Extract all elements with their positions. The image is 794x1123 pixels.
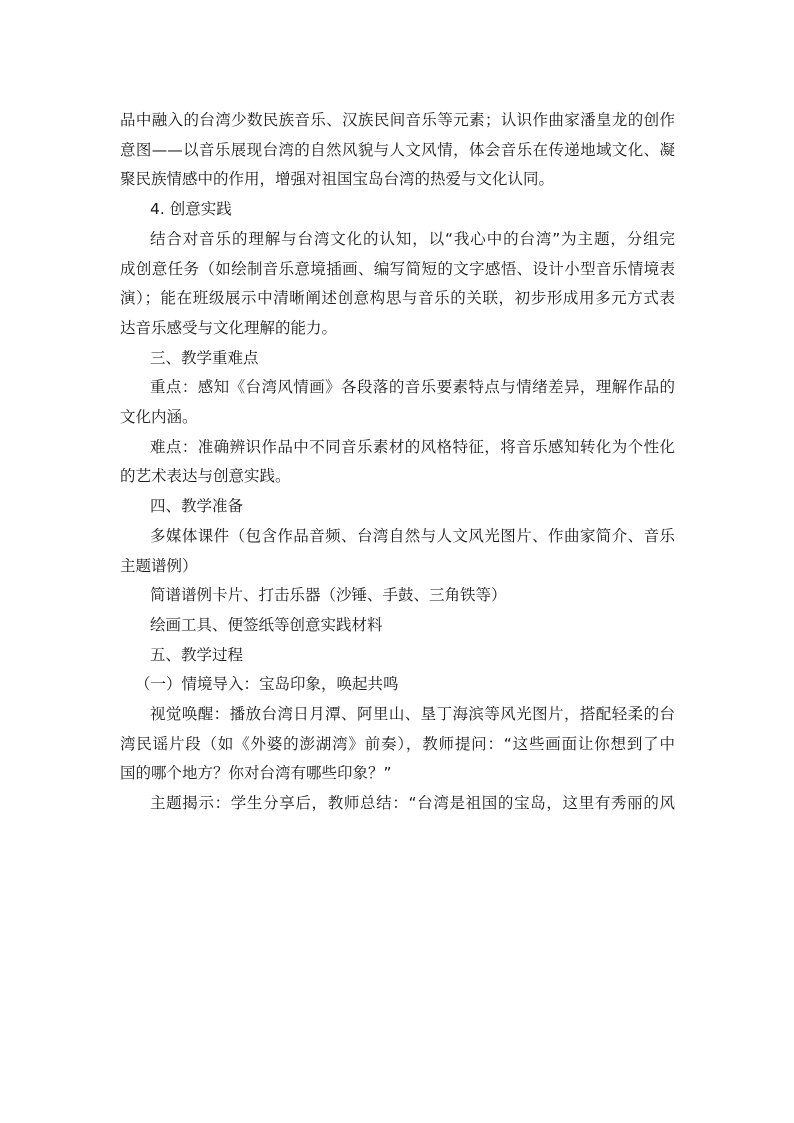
paragraph-line: 达音乐感受与文化理解的能力。 (120, 318, 338, 337)
subsection-heading: （一）情境导入：宝岛印象，唤起共鸣 (135, 675, 399, 694)
paragraph-line: 国的哪个地方？你对台湾有哪些印象？” (120, 764, 392, 783)
paragraph-line: 结合对音乐的理解与台湾文化的认知，以“我心中的台湾”为主题，分组完 (150, 229, 675, 248)
paragraph-line: 主题谱例） (120, 556, 198, 575)
paragraph-line: 成创意任务（如绘制音乐意境插画、编写简短的文字感悟、设计小型音乐情境表 (120, 259, 675, 278)
paragraph-line: 意图——以音乐展现台湾的自然风貌与人文风情，体会音乐在传递地域文化、凝 (120, 140, 675, 159)
section-heading: 三、教学重难点 (150, 348, 259, 367)
section-heading: 简谱谱例卡片、打击乐器（沙锤、手鼓、三角铁等） (150, 586, 507, 605)
paragraph-line: 文化内涵。 (120, 408, 198, 426)
paragraph-line: 难点：准确辨识作品中不同音乐素材的风格特征，将音乐感知转化为个性化 (150, 437, 675, 456)
paragraph-line: 视觉唤醒：播放台湾日月潭、阿里山、垦丁海滨等风光图片，搭配轻柔的台 (150, 705, 675, 723)
paragraph-line: 重点：感知《台湾风情画》各段落的音乐要素特点与情绪差异，理解作品的 (150, 378, 675, 397)
paragraph-line: 湾民谣片段（如《外婆的澎湖湾》前奏），教师提问：“这些画面让你想到了中 (120, 734, 675, 753)
section-heading: 四、教学准备 (150, 497, 244, 516)
section-heading: 4. 创意实践 (150, 200, 232, 219)
paragraph-line: 演）；能在班级展示中清晰阐述创意构思与音乐的关联，初步形成用多元方式表 (120, 289, 675, 308)
paragraph-line: 品中融入的台湾少数民族音乐、汉族民间音乐等元素；认识作曲家潘皇龙的创作 (120, 111, 675, 129)
paragraph-line: 多媒体课件（包含作品音频、台湾自然与人文风光图片、作曲家简介、音乐 (150, 526, 675, 545)
section-heading: 绘画工具、便签纸等创意实践材料 (150, 615, 383, 634)
section-heading: 五、教学过程 (150, 645, 244, 664)
paragraph-line: 的艺术表达与创意实践。 (120, 467, 291, 486)
paragraph-line: 主题揭示：学生分享后，教师总结：“台湾是祖国的宝岛，这里有秀丽的风 (150, 794, 675, 813)
paragraph-line: 聚民族情感中的作用，增强对祖国宝岛台湾的热爱与文化认同。 (120, 170, 555, 189)
